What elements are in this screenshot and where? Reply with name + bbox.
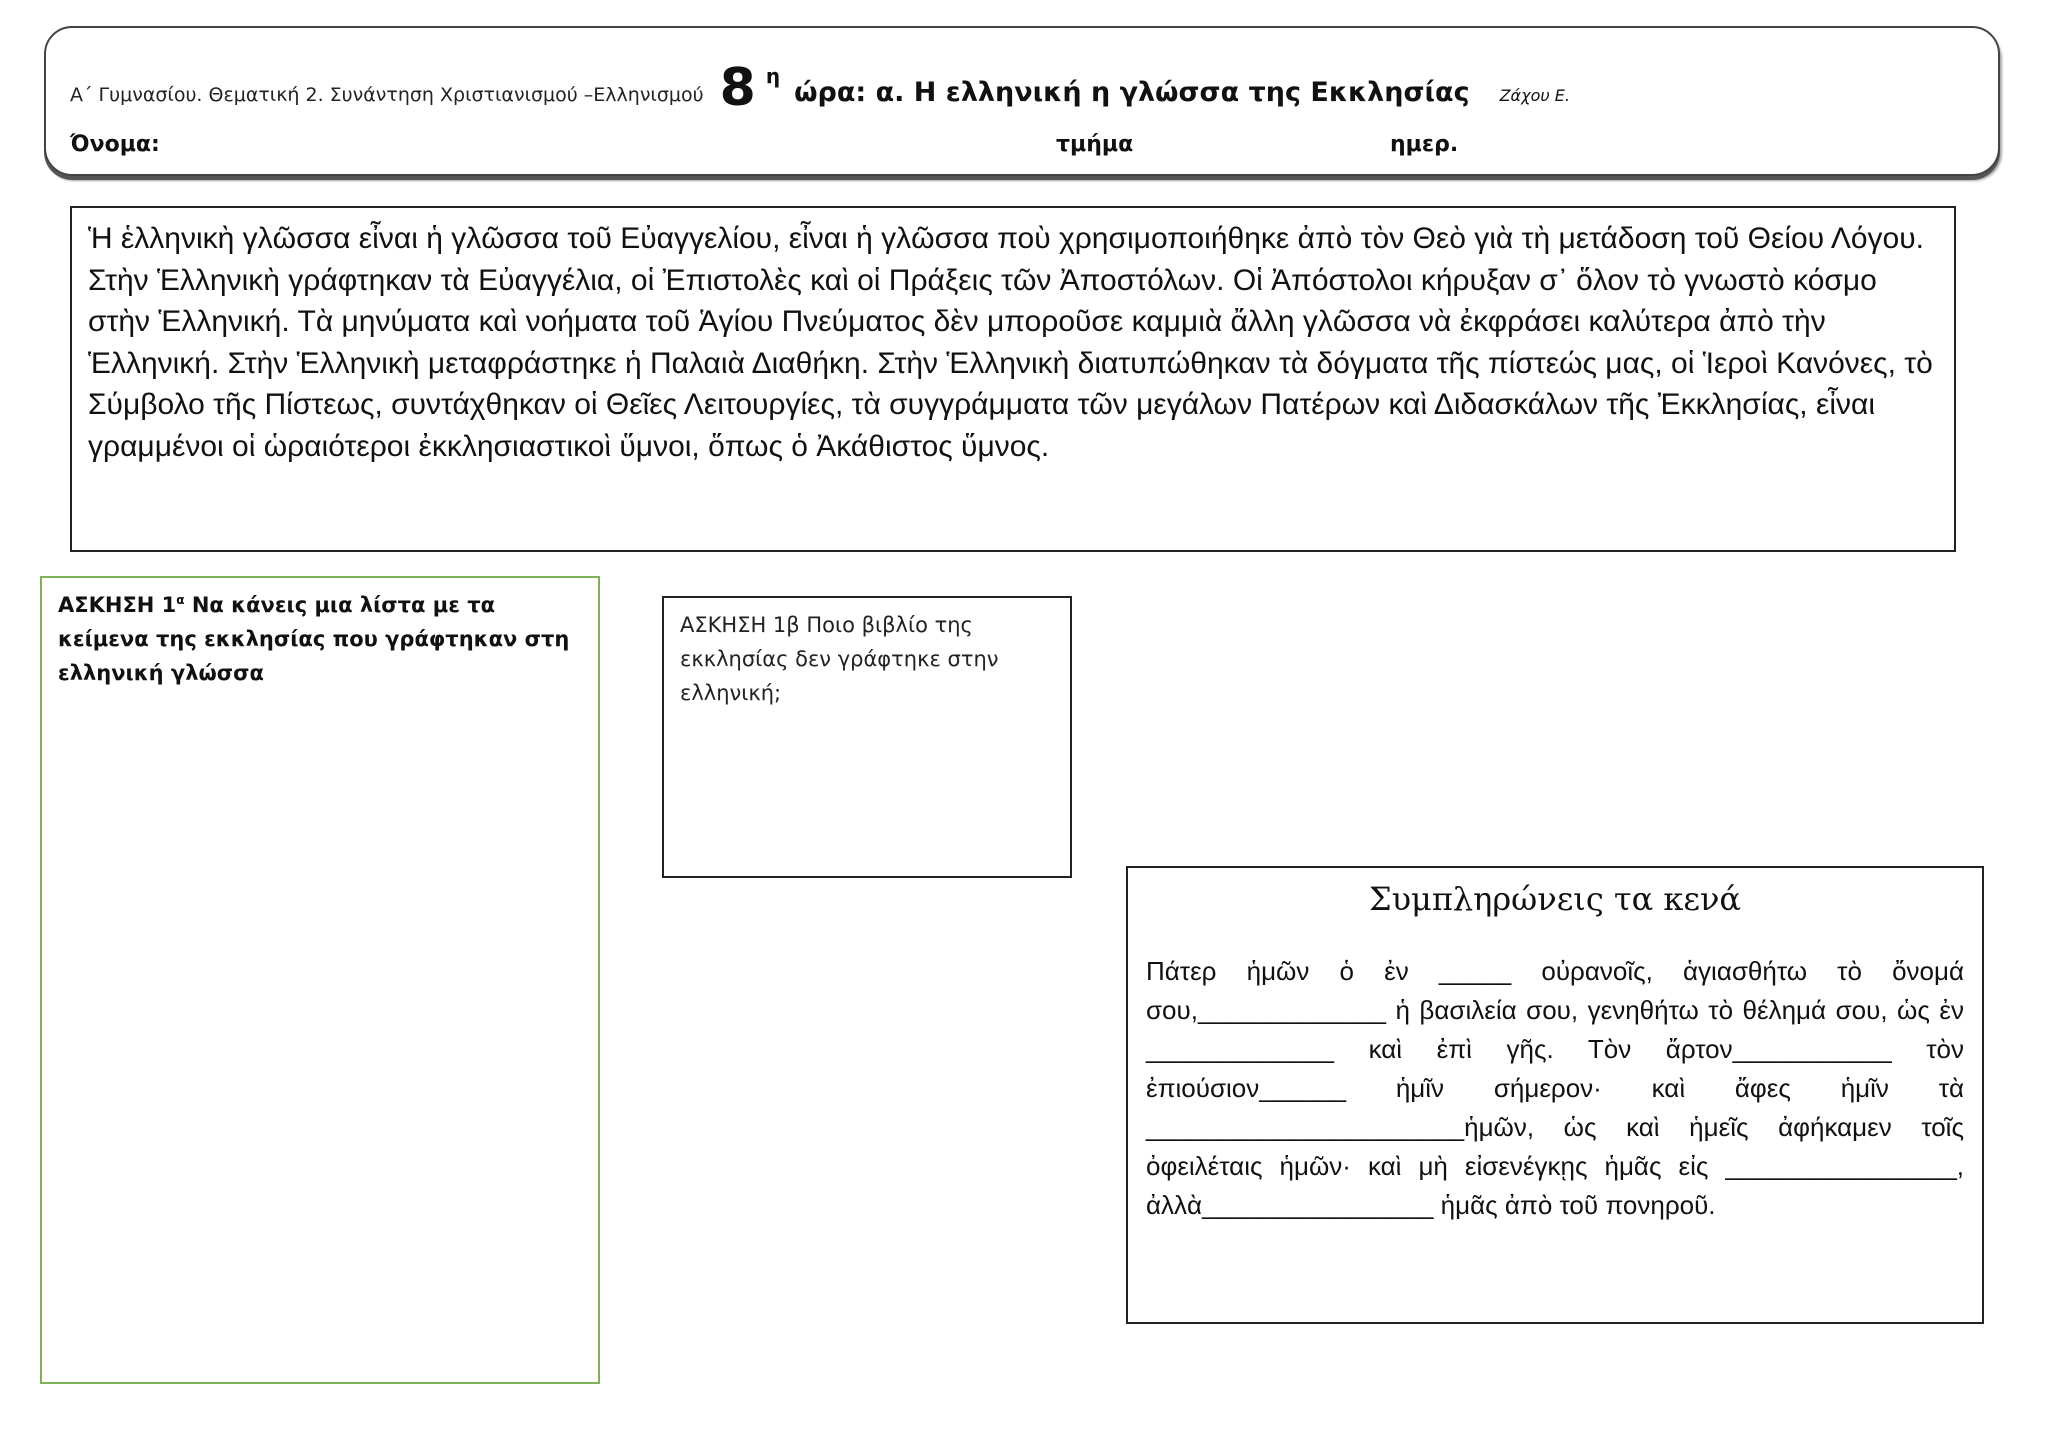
author-name: Ζάχου Ε. bbox=[1499, 86, 1570, 105]
worksheet-header bbox=[44, 26, 2000, 176]
hour-suffix: η bbox=[765, 64, 781, 88]
intro-text-box bbox=[70, 206, 1956, 552]
fill-in-box[interactable] bbox=[1126, 866, 1984, 1324]
date-label: ημερ. bbox=[1390, 132, 1459, 157]
intro-paragraph: Ἡ ἑλληνικὴ γλῶσσα εἶναι ἡ γλῶσσα τοῦ Εὐαγγελίου, εἶναι ἡ γλῶσσα ποὺ χρησιμοποιήθηκε ἀπὸ τὸν Θεὸ γιὰ τὴ μετάδοση τοῦ Θείου Λόγου. Στὴν Ἑλληνικὴ γράφτηκαν τὰ Εὐαγγέλια, οἱ Ἐπιστολὲς καὶ οἱ Πράξεις τῶν Ἀποστόλων. Οἱ Ἀπόστολοι κήρυξαν σ᾽ ὅλον τὸ γνωστὸ κόσμο στὴν Ἑλληνική. Τὰ μηνύματα καὶ νοήματα τοῦ Ἁγίου Πνεύματος δὲν μποροῦσε καμμιὰ ἄλλη γλῶσσα νὰ ἐκφράσει καλύτερα ἀπὸ τὴν Ἑλληνική. Στὴν Ἑλληνικὴ μεταφράστηκε ἡ Παλαιὰ Διαθήκη. Στὴν Ἑλληνικὴ διατυπώθηκαν τὰ δόγματα τῆς πίστεώς μας, οἱ Ἱεροὶ Κανόνες, τὸ Σύμβολο τῆς Πίστεως, συντάχθηκαν οἱ Θεῖες Λειτουργίες, τὰ συγγράμματα τῶν μεγάλων Πατέρων καὶ Διδασκάλων τῆς Ἐκκλησίας, εἶναι γραμμένοι οἱ ὡραιότεροι ἐκκλησιαστικοὶ ὕμνοι, ὅπως ὁ Ἀκάθιστος ὕμνος. bbox=[88, 222, 1933, 463]
section-label: τμήμα bbox=[1056, 132, 1134, 157]
exercise-1a-prefix: ΑΣΚΗΣΗ 1 bbox=[58, 593, 177, 617]
exercise-1b-box[interactable] bbox=[662, 596, 1072, 878]
course-label: Α΄ Γυμνασίου. Θεματική 2. Συνάντηση Χριστιανισμού –Ελληνισμού bbox=[70, 84, 704, 106]
lesson-title: ώρα: α. Η ελληνική η γλώσσα της Εκκλησίας bbox=[794, 77, 1470, 108]
exercise-1a-question: Να κάνεις μια λίστα με τα κείμενα της εκκλησίας που γράφτηκαν στη ελληνική γλώσσα bbox=[58, 593, 570, 685]
exercise-1a-sup: α bbox=[176, 593, 185, 607]
fill-in-text: Πάτερ ἡμῶν ὁ ἐν _____ οὐρανοῖς, ἁγιασθήτω τὸ ὄνομά σου,_____________ ἡ βασιλεία σου, γενηθήτω τὸ θέλημά σου, ὡς ἐν _____________ καὶ ἐπὶ γῆς. Τὸν ἄρτον___________ τὸν ἐπιούσιον______ ἡμῖν σήμερον· καὶ ἄφες ἡμῖν τὰ ______________________ἡμῶν, ὡς καὶ ἡμεῖς ἀφήκαμεν τοῖς ὀφειλέταις ἡμῶν· καὶ μὴ εἰσενέγκῃς ἡμᾶς εἰς ________________, ἀλλὰ________________ ἡμᾶς ἀπὸ τοῦ πονηροῦ. bbox=[1146, 956, 1964, 1220]
exercise-1a-box[interactable] bbox=[40, 576, 600, 1384]
hour-number: 8 bbox=[719, 58, 756, 118]
name-label: Όνομα: bbox=[70, 132, 160, 157]
header-title-line bbox=[70, 54, 1570, 118]
fill-in-title: Συμπληρώνεις τα κενά bbox=[1368, 880, 1742, 918]
exercise-1b-prompt: ΑΣΚΗΣΗ 1β Ποιο βιβλίο της εκκλησίας δεν γράφτηκε στην ελληνική; bbox=[680, 613, 999, 705]
header-fields-line bbox=[70, 132, 1970, 162]
exercise-1a-prompt bbox=[58, 588, 582, 690]
